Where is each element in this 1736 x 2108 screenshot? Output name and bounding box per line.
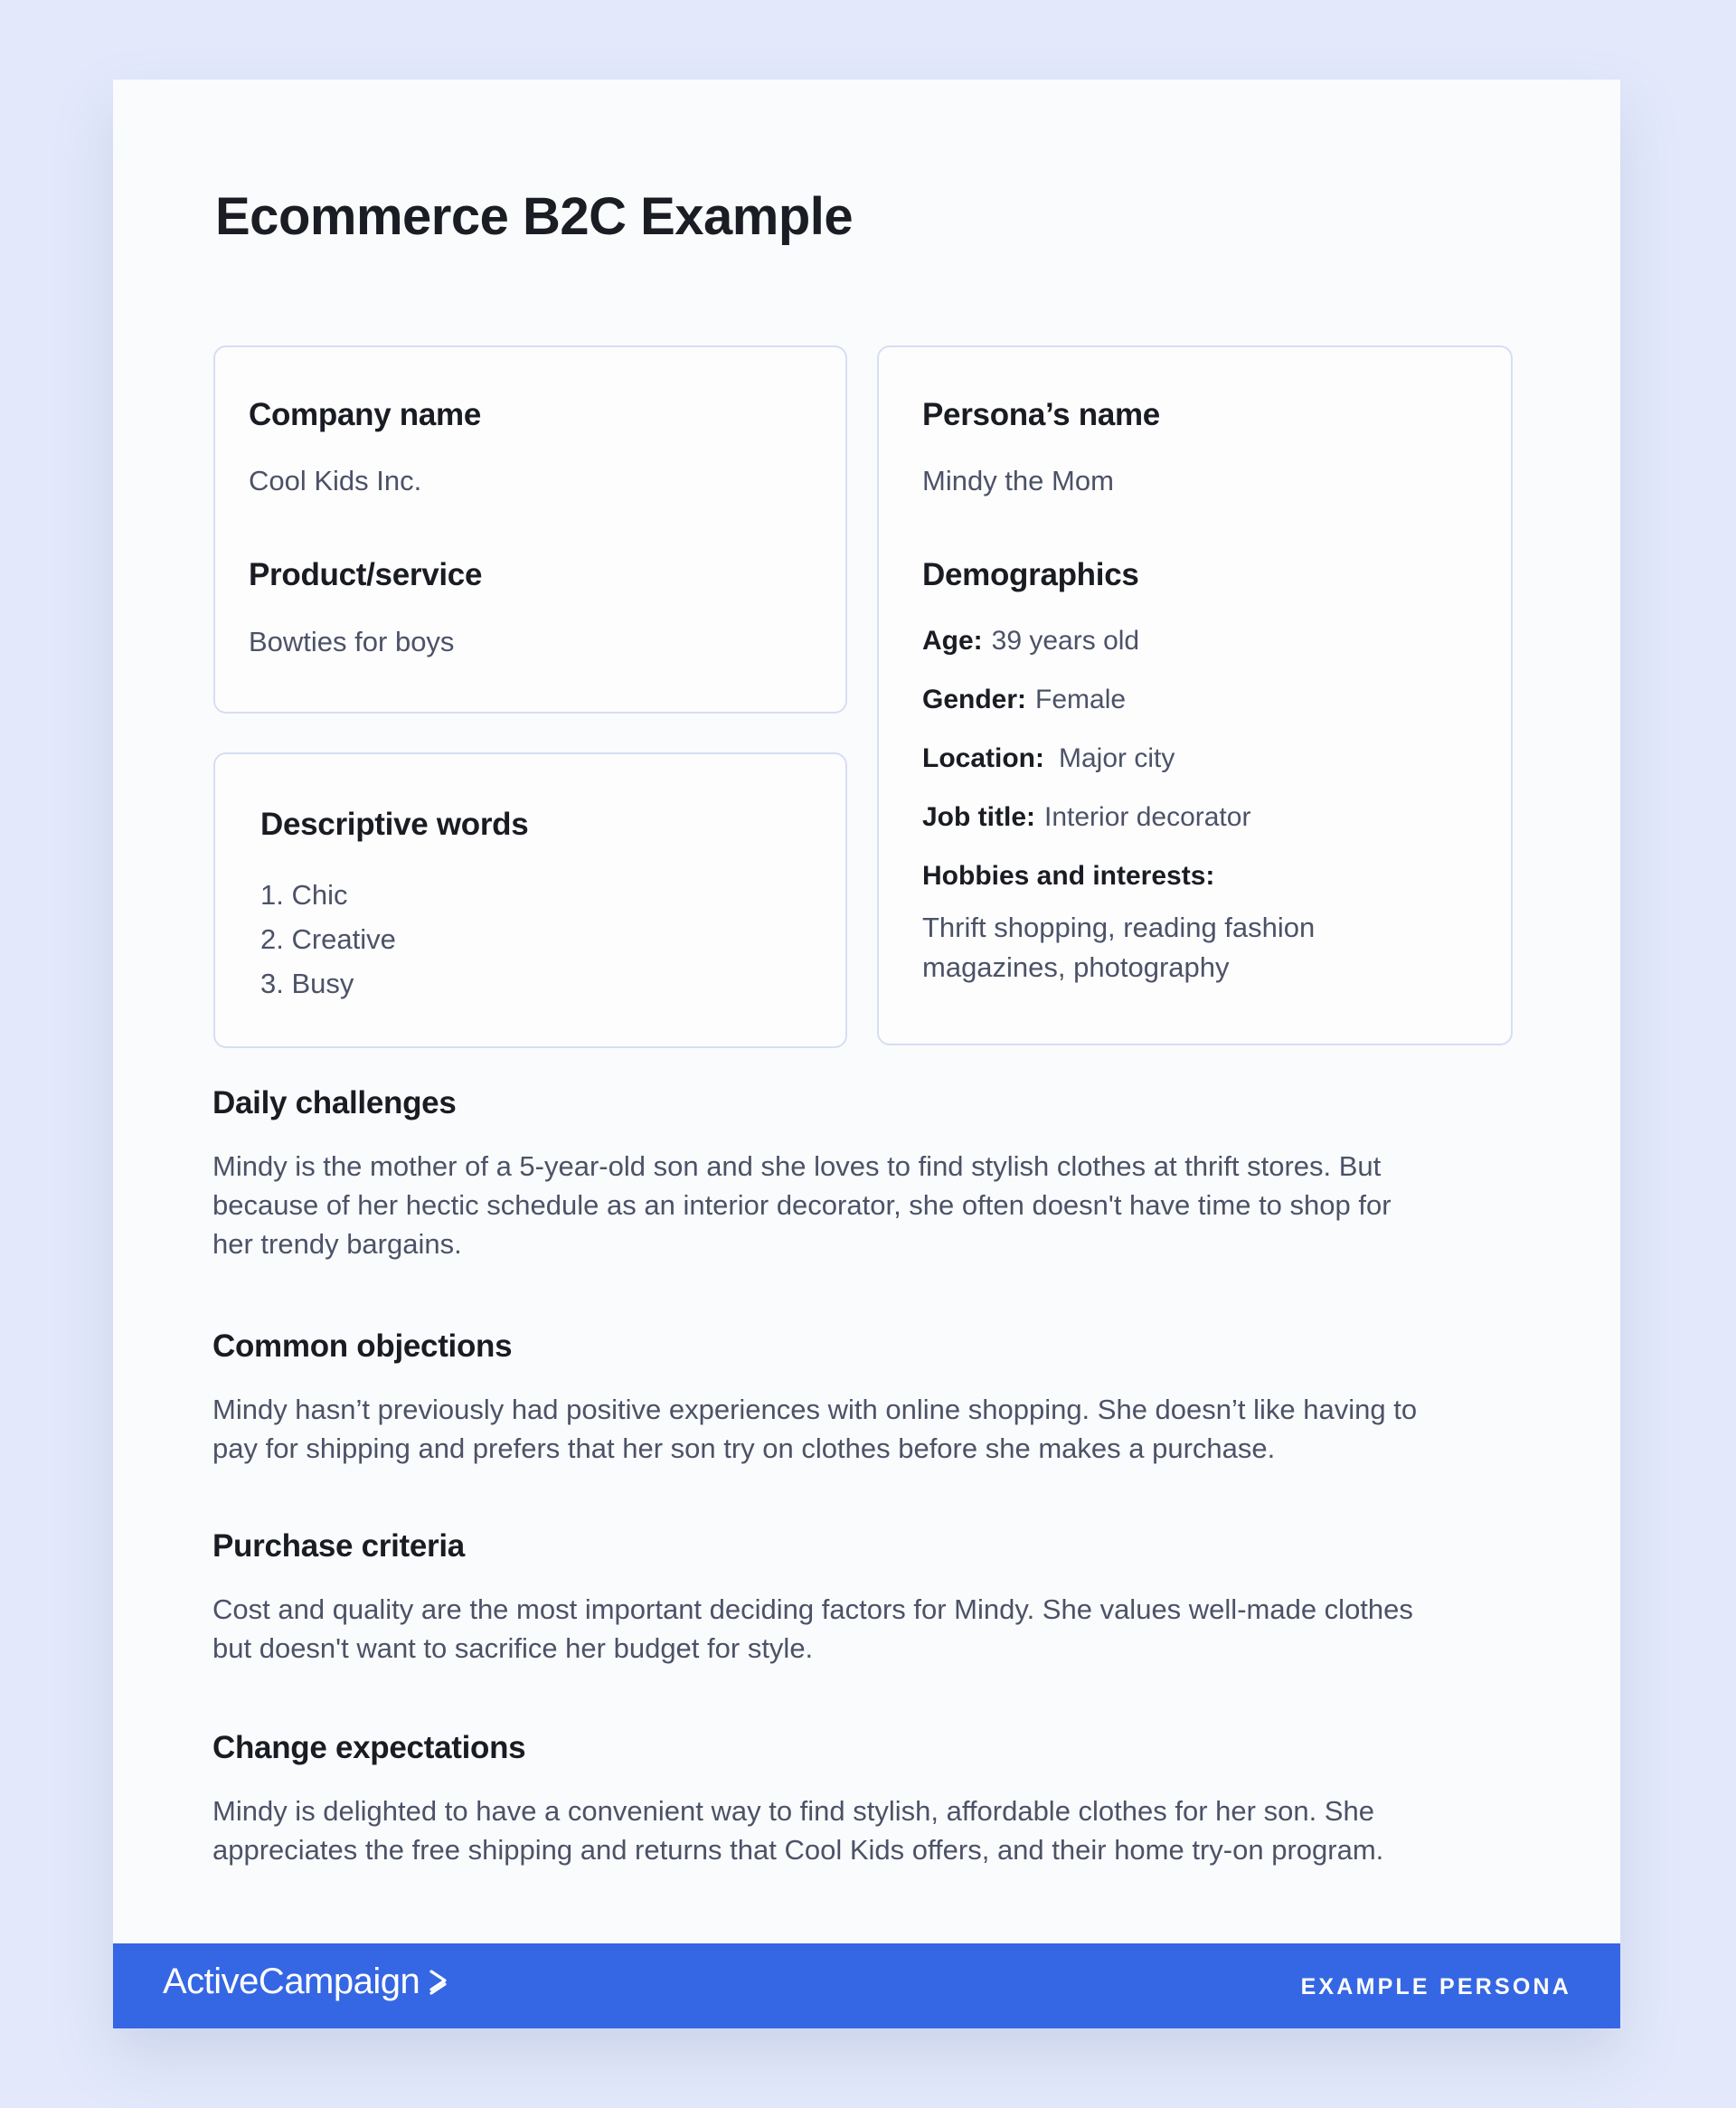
demographic-row-gender	[922, 685, 1126, 715]
persona-name-label: Persona’s name	[922, 397, 1160, 432]
demographic-row-job-title	[922, 802, 1250, 833]
demographic-row-age	[922, 626, 1139, 657]
descriptive-words-card	[213, 752, 847, 1048]
hobbies-line: magazines, photography	[922, 951, 1230, 983]
paragraph-line: Mindy is delighted to have a convenient way to find stylish, affordable clothes for her son. She	[212, 1795, 1374, 1827]
age-label: Age:	[922, 626, 983, 656]
job-title-label: Job title:	[922, 802, 1035, 832]
activecampaign-logo	[163, 1961, 448, 2002]
persona-document	[113, 80, 1620, 2028]
location-label: Location:	[922, 743, 1044, 773]
descriptive-word-item: 2. Creative	[260, 923, 396, 955]
section-daily-challenges	[212, 1085, 1392, 1263]
section-common-objections	[212, 1328, 1417, 1468]
persona-name-value: Mindy the Mom	[922, 465, 1114, 496]
section-body	[212, 1590, 1413, 1668]
demographic-row-location	[922, 743, 1175, 774]
footer-bar	[113, 1943, 1620, 2028]
brand-name: ActiveCampaign	[163, 1961, 420, 2001]
gender-value: Female	[1035, 685, 1127, 714]
paragraph-line: her trendy bargains.	[212, 1228, 462, 1260]
section-heading: Common objections	[212, 1328, 513, 1364]
section-body	[212, 1390, 1417, 1468]
hobbies-label: Hobbies and interests:	[922, 861, 1215, 891]
paragraph-line: but doesn't want to sacrifice her budget for style.	[212, 1632, 814, 1664]
location-value: Major city	[1059, 743, 1175, 773]
job-title-value: Interior decorator	[1044, 802, 1251, 832]
company-card	[213, 345, 847, 714]
section-body	[212, 1791, 1383, 1869]
chevron-right-icon	[429, 1969, 448, 1996]
paragraph-line: because of her hectic schedule as an interior decorator, she often doesn't have time to shop for	[212, 1189, 1392, 1221]
descriptive-words-label: Descriptive words	[260, 807, 529, 842]
persona-card	[877, 345, 1513, 1045]
example-persona-tag: EXAMPLE PERSONA	[1300, 1974, 1571, 1999]
paragraph-line: Mindy hasn’t previously had positive experiences with online shopping. She doesn’t like having to	[212, 1394, 1418, 1425]
age-value: 39 years old	[991, 626, 1140, 656]
section-heading: Purchase criteria	[212, 1528, 465, 1564]
section-heading: Daily challenges	[212, 1085, 457, 1120]
section-change-expectations	[212, 1730, 1383, 1869]
section-purchase-criteria	[212, 1528, 1413, 1668]
product-service-value: Bowties for boys	[249, 626, 455, 657]
section-heading: Change expectations	[212, 1730, 526, 1765]
hobbies-line: Thrift shopping, reading fashion	[922, 912, 1316, 943]
demographics-label: Demographics	[922, 557, 1139, 592]
product-service-label: Product/service	[249, 557, 483, 592]
section-body	[212, 1147, 1392, 1263]
paragraph-line: Cost and quality are the most important deciding factors for Mindy. She values well-made clothes	[212, 1593, 1413, 1625]
company-name-label: Company name	[249, 397, 482, 432]
gender-label: Gender:	[922, 685, 1027, 714]
paragraph-line: Mindy is the mother of a 5-year-old son and she loves to find stylish clothes at thrift stores. But	[212, 1150, 1382, 1182]
paragraph-line: pay for shipping and prefers that her son try on clothes before she makes a purchase.	[212, 1432, 1276, 1464]
company-name-value: Cool Kids Inc.	[249, 465, 422, 496]
page-title: Ecommerce B2C Example	[215, 187, 854, 246]
paragraph-line: appreciates the free shipping and returns that Cool Kids offers, and their home try-on program.	[212, 1834, 1384, 1866]
descriptive-word-item: 3. Busy	[260, 968, 354, 999]
descriptive-word-item: 1. Chic	[260, 879, 348, 911]
